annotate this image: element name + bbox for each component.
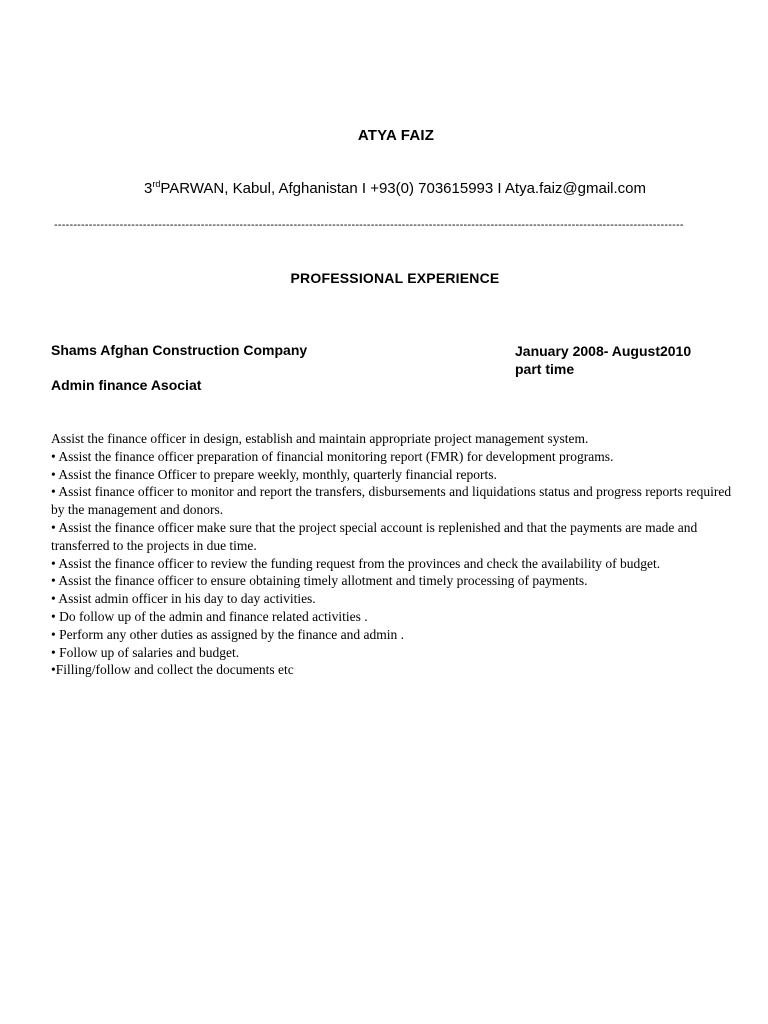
contact-line — [0, 180, 768, 197]
duty-item: • Assist the finance officer make sure that the project special account is replenished and that the payments are made and transferred to the projects in due time. — [51, 519, 698, 553]
section-title: PROFESSIONAL EXPERIENCE — [290, 270, 500, 286]
duty-item: •Filling/follow and collect the documents etc — [51, 662, 294, 678]
dashed-divider: ------------------------------------------------------------------------------------------------------------------------------------------------------------------- — [54, 219, 684, 231]
contact-details: PARWAN, Kabul, Afghanistan I +93(0) 703615993 I Atya.faiz@gmail.com — [160, 180, 646, 197]
duties-list — [51, 430, 741, 679]
contact-superscript: rd — [152, 179, 161, 189]
company-name: Shams Afghan Construction Company — [51, 342, 308, 358]
employment-dates: January 2008- August2010 — [515, 343, 692, 359]
job-title: Admin finance Asociat — [51, 377, 202, 393]
duty-item: • Assist the finance officer preparation of financial monitoring report (FMR) for development programs. — [51, 448, 614, 464]
employment-period — [515, 342, 691, 378]
candidate-name: ATYA FAIZ — [357, 127, 435, 144]
duty-item: Assist the finance officer in design, establish and maintain appropriate project management system. — [51, 431, 589, 446]
duty-item: • Assist the finance officer to review the funding request from the provinces and check the availability of budget. — [51, 555, 661, 571]
duty-item: • Perform any other duties as assigned by the finance and admin . — [51, 626, 405, 642]
duty-item: • Follow up of salaries and budget. — [51, 644, 240, 660]
duty-item: • Assist admin officer in his day to day activities. — [51, 591, 316, 607]
duty-item: • Assist the finance Officer to prepare weekly, monthly, quarterly financial reports. — [51, 466, 497, 482]
contact-number: 3 — [144, 180, 153, 197]
duty-item: • Assist finance officer to monitor and report the transfers, disbursements and liquidations status and progress reports required by the management and donors. — [51, 484, 732, 518]
duty-item: • Do follow up of the admin and finance related activities . — [51, 608, 368, 624]
employment-type: part time — [515, 361, 575, 377]
duty-item: • Assist the finance officer to ensure obtaining timely allotment and timely processing of payments. — [51, 573, 588, 589]
